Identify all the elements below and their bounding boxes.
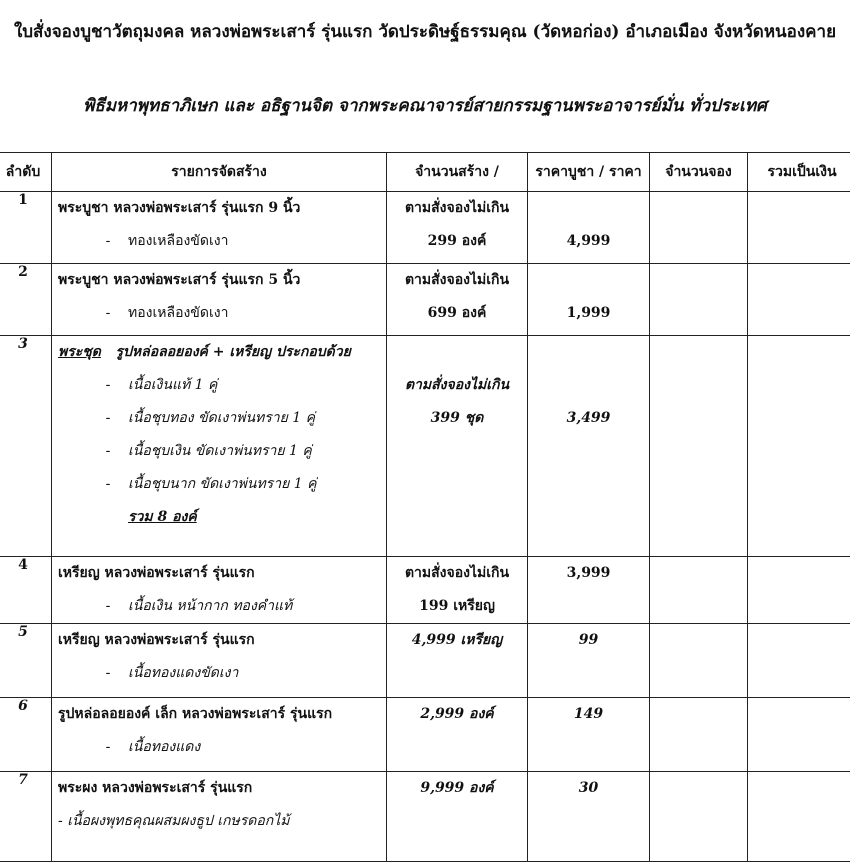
quantity-line1: ตามสั่งจองไม่เกิน: [393, 369, 521, 402]
row-number: 1: [0, 192, 52, 264]
order-table: [0, 152, 850, 862]
item-cell: พระผง หลวงพ่อพระเสาร์ รุ่นแรก - เนื้อผงพุทธคุณผสมผงธูป เกษรดอกไม้: [52, 772, 387, 862]
item-sub: เนื้อผงพุทธคุณผสมผงธูป เกษรดอกไม้: [67, 813, 289, 829]
item-title: พระบูชา หลวงพ่อพระเสาร์ รุ่นแรก 9 นิ้ว: [58, 192, 380, 225]
item-title: พระบูชา หลวงพ่อพระเสาร์ รุ่นแรก 5 นิ้ว: [58, 264, 380, 297]
item-title: รูปหล่อลอยองค์ เล็ก หลวงพ่อพระเสาร์ รุ่นแรก: [58, 698, 380, 731]
price-cell: [528, 557, 650, 624]
item-total: รวม 8 องค์: [128, 509, 197, 525]
quantity-cell: [387, 772, 528, 862]
price-cell: [528, 772, 650, 862]
item-cell: เหรียญ หลวงพ่อพระเสาร์ รุ่นแรก - เนื้อเงิน หน้ากาก ทองคำแท้: [52, 557, 387, 624]
item-sub: เนื้อชุบนาก ขัดเงาพ่นทราย 1 คู่: [128, 476, 316, 492]
col-header-total: รวมเป็นเงิน: [748, 153, 850, 192]
table-row: [0, 192, 850, 264]
quantity-line1: 4,999 เหรียญ: [393, 624, 521, 657]
quantity-cell: [387, 192, 528, 264]
price-value: 3,499: [534, 402, 643, 435]
item-sub: ทองเหลืองขัดเงา: [128, 233, 228, 249]
reserve-cell[interactable]: [650, 336, 748, 557]
table-row: [0, 336, 850, 557]
item-sub: เนื้อทองแดง: [128, 739, 200, 755]
item-title: พระผง หลวงพ่อพระเสาร์ รุ่นแรก: [58, 772, 380, 805]
item-cell: พระบูชา หลวงพ่อพระเสาร์ รุ่นแรก 5 นิ้ว - ทองเหลืองขัดเงา: [52, 264, 387, 336]
col-header-item: รายการจัดสร้าง: [52, 153, 387, 192]
quantity-cell: [387, 264, 528, 336]
col-header-no: ลำดับ: [0, 153, 52, 192]
reserve-cell[interactable]: [650, 698, 748, 772]
item-cell: พระบูชา หลวงพ่อพระเสาร์ รุ่นแรก 9 นิ้ว - ทองเหลืองขัดเงา: [52, 192, 387, 264]
item-title: เหรียญ หลวงพ่อพระเสาร์ รุ่นแรก: [58, 624, 380, 657]
table-row: [0, 698, 850, 772]
reserve-cell[interactable]: [650, 624, 748, 698]
table-row: [0, 557, 850, 624]
item-sub: เนื้อเงิน หน้ากาก ทองคำแท้: [128, 598, 292, 614]
item-title: รูปหล่อลอยองค์ + เหรียญ ประกอบด้วย: [116, 344, 351, 360]
quantity-cell: [387, 698, 528, 772]
quantity-line1: ตามสั่งจองไม่เกิน: [393, 557, 521, 590]
price-cell: [528, 192, 650, 264]
quantity-line1: ตามสั่งจองไม่เกิน: [393, 192, 521, 225]
item-prefix: พระชุด: [58, 344, 101, 360]
table-header-row: [0, 153, 850, 192]
price-value: 149: [534, 698, 643, 731]
quantity-cell: [387, 624, 528, 698]
price-value: 3,999: [534, 557, 643, 590]
price-value: 99: [534, 624, 643, 657]
total-cell[interactable]: [748, 264, 850, 336]
quantity-line1: ตามสั่งจองไม่เกิน: [393, 264, 521, 297]
item-sub: เนื้อชุบเงิน ขัดเงาพ่นทราย 1 คู่: [128, 443, 312, 459]
price-cell: [528, 336, 650, 557]
table-row: [0, 624, 850, 698]
quantity-line2: 399 ชุด: [393, 402, 521, 435]
reserve-cell[interactable]: [650, 264, 748, 336]
reserve-cell[interactable]: [650, 772, 748, 862]
row-number: 3: [0, 336, 52, 557]
col-header-quantity: จำนวนสร้าง /: [387, 153, 528, 192]
quantity-line2: 699 องค์: [393, 297, 521, 330]
quantity-line1: 9,999 องค์: [393, 772, 521, 805]
total-cell[interactable]: [748, 336, 850, 557]
document-subtitle: พิธีมหาพุทธาภิเษก และ อธิฐานจิต จากพระคณาจารย์สายกรรมฐานพระอาจารย์มั่น ทั่วประเทศ: [0, 92, 850, 119]
col-header-price: ราคาบูชา / ราคา: [528, 153, 650, 192]
total-cell[interactable]: [748, 698, 850, 772]
quantity-line2: 299 องค์: [393, 225, 521, 258]
item-sub: เนื้อเงินแท้ 1 คู่: [128, 377, 217, 393]
item-cell: พระชุด รูปหล่อลอยองค์ + เหรียญ ประกอบด้วย - เนื้อเงินแท้ 1 คู่ - เนื้อชุบทอง ขัดเงาพ่นทราย 1 คู่ - เนื้อชุบเงิน ขัดเงาพ่นทราย 1 คู่ - เนื้อชุบนาก ขัดเงาพ่นทราย 1 คู่ รวม 8 องค์: [52, 336, 387, 557]
col-header-reserve: จำนวนจอง: [650, 153, 748, 192]
table-row: [0, 772, 850, 862]
price-cell: [528, 698, 650, 772]
reserve-cell[interactable]: [650, 192, 748, 264]
price-cell: [528, 264, 650, 336]
row-number: 7: [0, 772, 52, 862]
price-cell: [528, 624, 650, 698]
row-number: 6: [0, 698, 52, 772]
total-cell[interactable]: [748, 624, 850, 698]
item-cell: รูปหล่อลอยองค์ เล็ก หลวงพ่อพระเสาร์ รุ่นแรก - เนื้อทองแดง: [52, 698, 387, 772]
quantity-cell: [387, 557, 528, 624]
total-cell[interactable]: [748, 557, 850, 624]
table-row: [0, 264, 850, 336]
total-cell[interactable]: [748, 192, 850, 264]
price-value: 4,999: [534, 225, 643, 258]
item-cell: เหรียญ หลวงพ่อพระเสาร์ รุ่นแรก - เนื้อทองแดงขัดเงา: [52, 624, 387, 698]
document-title: ใบสั่งจองบูชาวัตถุมงคล หลวงพ่อพระเสาร์ รุ่นแรก วัดประดิษฐ์ธรรมคุณ (วัดหอก่อง) อำเภอเมือง จังหวัดหนองคาย: [0, 18, 850, 45]
row-number: 2: [0, 264, 52, 336]
reserve-cell[interactable]: [650, 557, 748, 624]
quantity-line2: 199 เหรียญ: [393, 590, 521, 623]
total-cell[interactable]: [748, 772, 850, 862]
item-sub: เนื้อทองแดงขัดเงา: [128, 665, 238, 681]
price-value: 1,999: [534, 297, 643, 330]
price-value: 30: [534, 772, 643, 805]
item-sub: เนื้อชุบทอง ขัดเงาพ่นทราย 1 คู่: [128, 410, 315, 426]
item-title: เหรียญ หลวงพ่อพระเสาร์ รุ่นแรก: [58, 557, 380, 590]
row-number: 4: [0, 557, 52, 624]
row-number: 5: [0, 624, 52, 698]
item-sub: ทองเหลืองขัดเงา: [128, 305, 228, 321]
quantity-line1: 2,999 องค์: [393, 698, 521, 731]
quantity-cell: [387, 336, 528, 557]
